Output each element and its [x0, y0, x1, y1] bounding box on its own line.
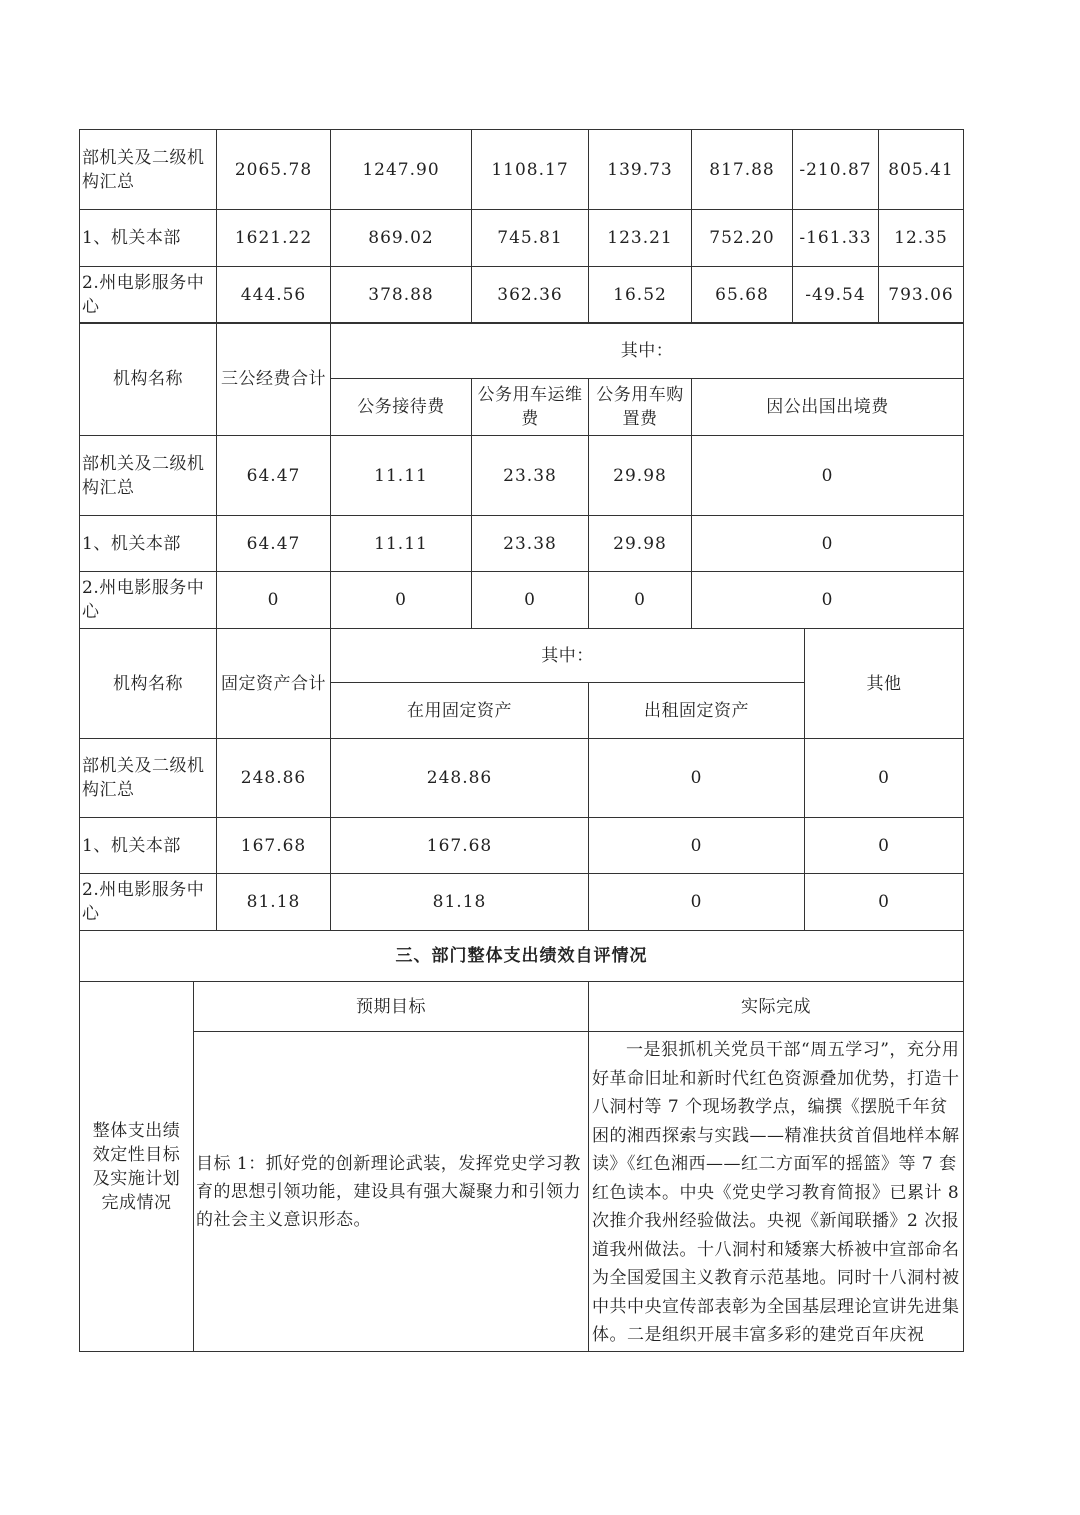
table-row — [80, 1032, 964, 1352]
header-vehicle-purchase: 公务用车购置费 — [589, 379, 692, 436]
value-cell: 29.98 — [589, 436, 692, 516]
value-cell: 123.21 — [589, 210, 692, 267]
header-other: 其他 — [805, 629, 964, 739]
org-name-cell: 2.州电影服务中心 — [80, 267, 217, 324]
value-cell: 23.38 — [472, 436, 589, 516]
value-cell: -210.87 — [793, 130, 879, 210]
header-overseas: 因公出国出境费 — [692, 379, 964, 436]
org-name-cell: 1、机关本部 — [80, 516, 217, 572]
value-cell: 362.36 — [472, 267, 589, 324]
table-row — [80, 572, 964, 629]
value-cell: 23.38 — [472, 516, 589, 572]
value-cell: 0 — [589, 874, 805, 931]
value-cell: 0 — [472, 572, 589, 629]
value-cell: 0 — [692, 436, 964, 516]
value-cell: 29.98 — [589, 516, 692, 572]
performance-table — [79, 930, 964, 1352]
table-header-row — [80, 982, 964, 1032]
value-cell: 793.06 — [879, 267, 964, 324]
value-cell: 0 — [589, 818, 805, 874]
section-title-row — [80, 931, 964, 982]
value-cell: 167.68 — [331, 818, 589, 874]
value-cell: 81.18 — [217, 874, 331, 931]
header-total: 三公经费合计 — [217, 323, 331, 436]
table-header-row — [80, 629, 964, 683]
value-cell: 444.56 — [217, 267, 331, 324]
header-leased-assets: 出租固定资产 — [589, 683, 805, 739]
value-cell: 0 — [331, 572, 472, 629]
value-cell: 0 — [692, 516, 964, 572]
value-cell: 0 — [217, 572, 331, 629]
value-cell: 16.52 — [589, 267, 692, 324]
org-name-cell: 1、机关本部 — [80, 818, 217, 874]
org-name-cell: 1、机关本部 — [80, 210, 217, 267]
value-cell: 752.20 — [692, 210, 793, 267]
table-row — [80, 818, 964, 874]
value-cell: 248.86 — [331, 739, 589, 818]
header-expected-goal: 预期目标 — [194, 982, 589, 1032]
header-among: 其中： — [331, 629, 805, 683]
value-cell: 0 — [692, 572, 964, 629]
value-cell: 1247.90 — [331, 130, 472, 210]
header-org-name: 机构名称 — [80, 629, 217, 739]
value-cell: 139.73 — [589, 130, 692, 210]
side-label: 整体支出绩效定性目标及实施计划完成情况 — [80, 982, 194, 1352]
header-org-name: 机构名称 — [80, 323, 217, 436]
value-cell: 0 — [805, 818, 964, 874]
org-name-cell: 部机关及二级机构汇总 — [80, 739, 217, 818]
value-cell: 1108.17 — [472, 130, 589, 210]
org-name-cell: 部机关及二级机构汇总 — [80, 130, 217, 210]
table-row — [80, 739, 964, 818]
value-cell: -161.33 — [793, 210, 879, 267]
value-cell: 817.88 — [692, 130, 793, 210]
header-total: 固定资产合计 — [217, 629, 331, 739]
value-cell: 12.35 — [879, 210, 964, 267]
header-among: 其中： — [331, 323, 964, 379]
table-row — [80, 436, 964, 516]
table-header-row — [80, 323, 964, 379]
header-reception: 公务接待费 — [331, 379, 472, 436]
org-name-cell: 2.州电影服务中心 — [80, 572, 217, 629]
table-row — [80, 267, 964, 324]
table-row — [80, 516, 964, 572]
value-cell: 0 — [805, 874, 964, 931]
table-row — [80, 210, 964, 267]
value-cell: 2065.78 — [217, 130, 331, 210]
org-name-cell: 2.州电影服务中心 — [80, 874, 217, 931]
header-vehicle-maintenance: 公务用车运维费 — [472, 379, 589, 436]
actual-completion-text: 一是狠抓机关党员干部“周五学习”，充分用好革命旧址和新时代红色资源叠加优势，打造十八洞村等 7 个现场教学点，编撰《摆脱千年贫困的湘西探索与实践——精准扶贫首倡地样本解读》《红色湘西——红二方面军的摇篮》等 7 套红色读本。中央《党史学习教育简报》已累计 8 次推介我州经验做法。央视《新闻联播》2 次报道我州做法。十八洞村和矮寨大桥被中宣部命名为全国爱国主义教育示范基地。同时十八洞村被中共中央宣传部表彰为全国基层理论宣讲先进集体。二是组织开展丰富多彩的建党百年庆祝 — [592, 1040, 960, 1345]
value-cell: 0 — [589, 739, 805, 818]
value-cell: 0 — [805, 739, 964, 818]
goal-cell: 目标 1：抓好党的创新理论武装，发挥党史学习教育的思想引领功能，建设具有强大凝聚力和引领力的社会主义意识形态。 — [194, 1032, 589, 1352]
org-name-cell: 部机关及二级机构汇总 — [80, 436, 217, 516]
value-cell: 11.11 — [331, 516, 472, 572]
section-title: 三、部门整体支出绩效自评情况 — [80, 931, 964, 982]
value-cell: 65.68 — [692, 267, 793, 324]
value-cell: 81.18 — [331, 874, 589, 931]
value-cell: 0 — [589, 572, 692, 629]
three-public-expenses-table — [79, 322, 964, 629]
expenditure-table — [79, 129, 964, 324]
value-cell: -49.54 — [793, 267, 879, 324]
fixed-assets-table — [79, 628, 964, 931]
value-cell: 1621.22 — [217, 210, 331, 267]
value-cell: 64.47 — [217, 436, 331, 516]
value-cell: 869.02 — [331, 210, 472, 267]
header-in-use-assets: 在用固定资产 — [331, 683, 589, 739]
table-row — [80, 130, 964, 210]
value-cell: 248.86 — [217, 739, 331, 818]
value-cell: 378.88 — [331, 267, 472, 324]
header-actual-completion: 实际完成 — [589, 982, 964, 1032]
value-cell: 745.81 — [472, 210, 589, 267]
value-cell: 11.11 — [331, 436, 472, 516]
actual-completion-cell — [589, 1032, 964, 1352]
value-cell: 64.47 — [217, 516, 331, 572]
value-cell: 805.41 — [879, 130, 964, 210]
table-row — [80, 874, 964, 931]
value-cell: 167.68 — [217, 818, 331, 874]
